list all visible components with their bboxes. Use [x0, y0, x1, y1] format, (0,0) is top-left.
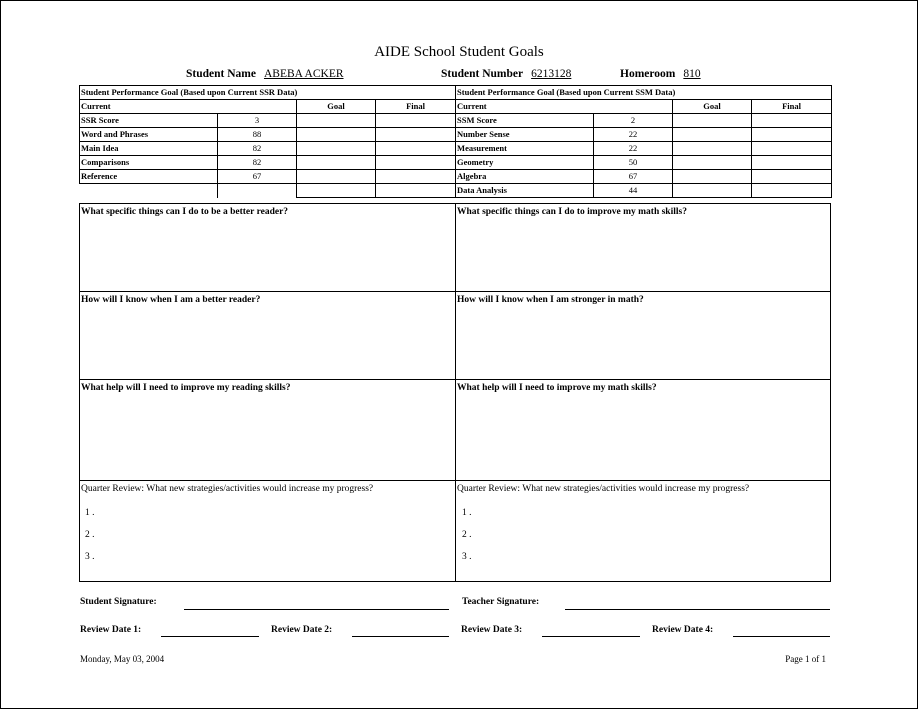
math-quarter-review-box[interactable] [455, 480, 831, 582]
performance-goals-table [79, 85, 832, 198]
teacher-signature-line[interactable] [565, 609, 830, 610]
ssr-final-cell [376, 184, 456, 198]
math-strategies-question: What specific things can I do to improve my math skills? [457, 207, 687, 217]
ssr-empty-cell [218, 184, 297, 198]
ssm-row-label: Data Analysis [456, 184, 594, 198]
review-date-1-line[interactable] [161, 636, 259, 637]
ssr-row-value: 3 [218, 114, 297, 128]
ssm-header: Student Performance Goal (Based upon Current SSM Data) [456, 86, 832, 100]
ssr-row-label: Main Idea [80, 142, 218, 156]
review-date-2-label: Review Date 2: [271, 625, 333, 635]
ssm-goal-cell[interactable] [673, 170, 752, 184]
table-row [80, 86, 832, 100]
ssr-header: Student Performance Goal (Based upon Current SSR Data) [80, 86, 456, 100]
footer-page-number: Page 1 of 1 [785, 654, 826, 664]
student-number-value: 6213128 [531, 68, 572, 80]
math-review-item-3: 3 . [462, 552, 472, 562]
ssr-row-label: Comparisons [80, 156, 218, 170]
ssr-goal-cell[interactable] [297, 128, 376, 142]
reading-review-item-2: 2 . [85, 530, 95, 540]
review-date-4-line[interactable] [733, 636, 830, 637]
ssm-goal-cell[interactable] [673, 142, 752, 156]
review-date-1-label: Review Date 1: [80, 625, 142, 635]
student-name-value: ABEBA ACKER [263, 68, 344, 80]
ssr-col-goal: Goal [297, 100, 376, 114]
math-review-item-1: 1 . [462, 508, 472, 518]
homeroom-field [620, 68, 701, 80]
math-help-question: What help will I need to improve my math skills? [457, 383, 657, 393]
student-signature-label: Student Signature: [80, 597, 157, 607]
review-date-2-line[interactable] [352, 636, 449, 637]
table-row [80, 156, 832, 170]
student-name-label: Student Name [186, 68, 256, 80]
student-signature-line[interactable] [184, 609, 449, 610]
ssm-goal-cell[interactable] [673, 114, 752, 128]
ssr-goal-cell [297, 184, 376, 198]
homeroom-value: 810 [683, 68, 701, 80]
ssr-row-value: 67 [218, 170, 297, 184]
table-row [80, 142, 832, 156]
page-title: AIDE School Student Goals [374, 44, 544, 60]
ssm-final-cell[interactable] [752, 184, 832, 198]
ssr-row-value: 88 [218, 128, 297, 142]
math-quarter-review-question: Quarter Review: What new strategies/activities would increase my progress? [457, 484, 750, 494]
ssm-row-label: Number Sense [456, 128, 594, 142]
math-review-item-2: 2 . [462, 530, 472, 540]
ssm-col-current: Current [456, 100, 673, 114]
table-row [80, 100, 832, 114]
ssr-final-cell[interactable] [376, 114, 456, 128]
ssm-goal-cell[interactable] [673, 184, 752, 198]
ssr-goal-cell[interactable] [297, 142, 376, 156]
ssr-empty-cell [80, 184, 218, 198]
ssr-col-current: Current [80, 100, 297, 114]
ssm-row-label: Algebra [456, 170, 594, 184]
ssm-final-cell[interactable] [752, 170, 832, 184]
footer-date: Monday, May 03, 2004 [80, 654, 165, 664]
reading-review-item-1: 1 . [85, 508, 95, 518]
ssm-final-cell[interactable] [752, 156, 832, 170]
ssm-row-label: Measurement [456, 142, 594, 156]
ssm-row-value: 50 [594, 156, 673, 170]
student-name-field [186, 68, 344, 80]
ssr-goal-cell[interactable] [297, 170, 376, 184]
reading-strategies-box[interactable] [79, 203, 456, 292]
math-progress-box[interactable] [455, 291, 831, 380]
ssm-row-label: SSM Score [456, 114, 594, 128]
review-date-3-label: Review Date 3: [461, 625, 523, 635]
ssm-row-value: 22 [594, 128, 673, 142]
ssm-row-value: 22 [594, 142, 673, 156]
ssr-row-label: SSR Score [80, 114, 218, 128]
ssr-goal-cell[interactable] [297, 156, 376, 170]
table-row [80, 184, 832, 198]
ssr-final-cell[interactable] [376, 128, 456, 142]
homeroom-label: Homeroom [620, 68, 676, 80]
ssr-row-label: Word and Phrases [80, 128, 218, 142]
ssr-goal-cell[interactable] [297, 114, 376, 128]
table-row [80, 128, 832, 142]
math-progress-question: How will I know when I am stronger in math? [457, 295, 644, 305]
ssr-final-cell[interactable] [376, 170, 456, 184]
review-date-3-line[interactable] [542, 636, 640, 637]
table-row [80, 114, 832, 128]
ssm-row-value: 67 [594, 170, 673, 184]
teacher-signature-label: Teacher Signature: [462, 597, 540, 607]
ssm-row-label: Geometry [456, 156, 594, 170]
table-row [80, 170, 832, 184]
student-number-label: Student Number [441, 68, 524, 80]
ssr-row-value: 82 [218, 156, 297, 170]
reading-help-question: What help will I need to improve my reading skills? [81, 383, 291, 393]
ssm-final-cell[interactable] [752, 142, 832, 156]
ssm-col-goal: Goal [673, 100, 752, 114]
reading-strategies-question: What specific things can I do to be a better reader? [81, 207, 289, 217]
reading-quarter-review-box[interactable] [79, 480, 456, 582]
math-strategies-box[interactable] [455, 203, 831, 292]
reading-quarter-review-question: Quarter Review: What new strategies/activities would increase my progress? [81, 484, 374, 494]
review-date-4-label: Review Date 4: [652, 625, 714, 635]
math-help-box[interactable] [455, 379, 831, 481]
ssm-row-value: 44 [594, 184, 673, 198]
reading-help-box[interactable] [79, 379, 456, 481]
ssm-col-final: Final [752, 100, 832, 114]
reading-progress-box[interactable] [79, 291, 456, 380]
ssr-final-cell[interactable] [376, 142, 456, 156]
reading-progress-question: How will I know when I am a better reader? [81, 295, 261, 305]
ssm-final-cell[interactable] [752, 128, 832, 142]
student-number-field [441, 68, 571, 80]
ssm-final-cell[interactable] [752, 114, 832, 128]
ssm-goal-cell[interactable] [673, 156, 752, 170]
ssr-row-label: Reference [80, 170, 218, 184]
reading-review-item-3: 3 . [85, 552, 95, 562]
ssr-final-cell[interactable] [376, 156, 456, 170]
ssr-col-final: Final [376, 100, 456, 114]
ssr-row-value: 82 [218, 142, 297, 156]
ssm-goal-cell[interactable] [673, 128, 752, 142]
ssm-row-value: 2 [594, 114, 673, 128]
